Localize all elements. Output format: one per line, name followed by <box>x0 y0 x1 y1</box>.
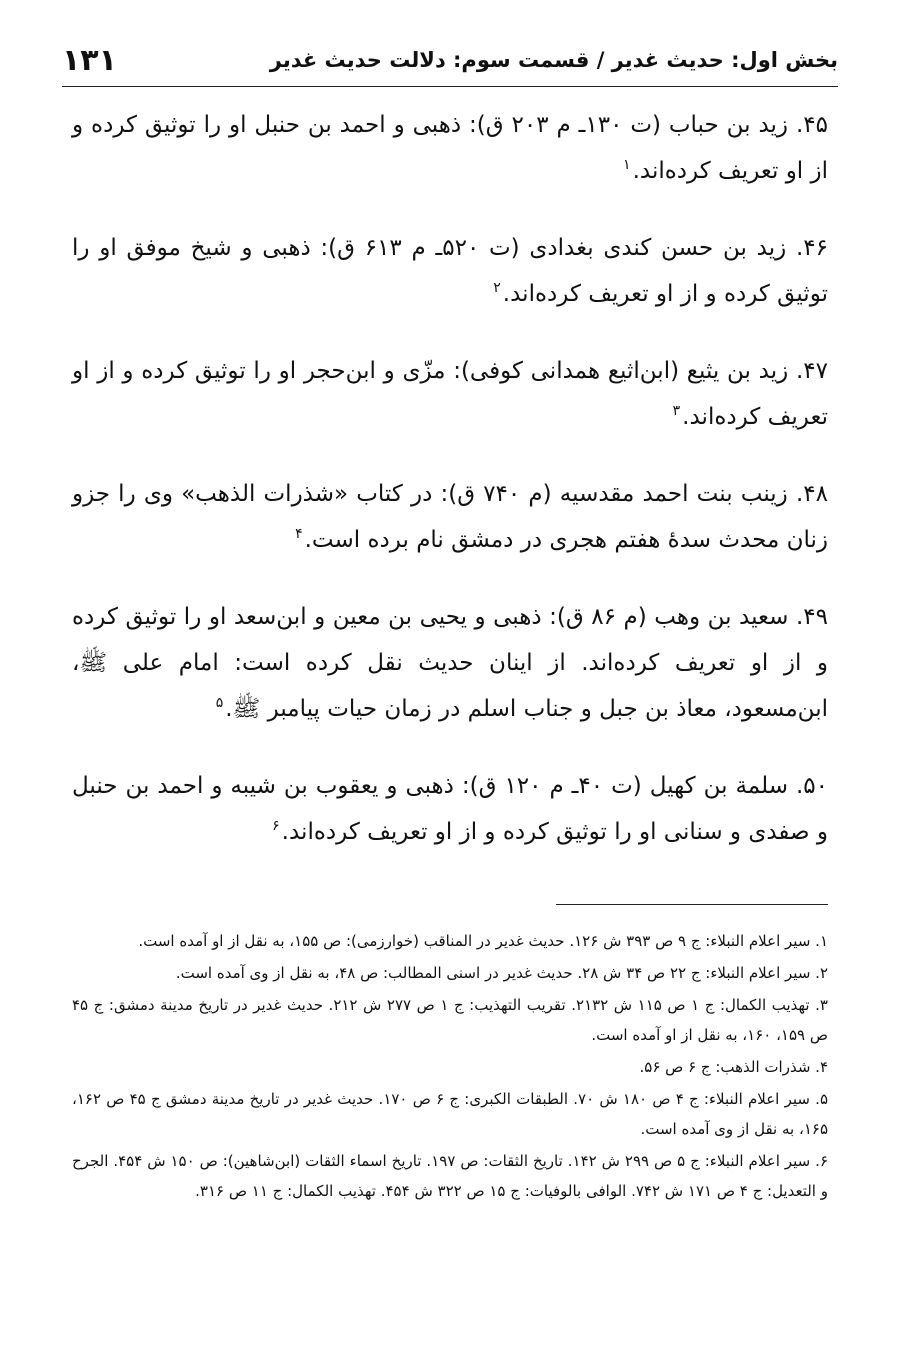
entry-45 <box>72 102 828 194</box>
entry-46 <box>72 225 828 317</box>
page-header <box>62 36 838 84</box>
footnote-marker: ۳ <box>672 403 681 420</box>
footnote-marker: ۴ <box>295 526 303 543</box>
entry-50 <box>72 763 828 855</box>
footnotes-list <box>72 926 828 1208</box>
footnote-5: ۵. سیر اعلام النبلاء: ج ۴ ص ۱۸۰ ش ۷۰. الطبقات الکبری: ج ۶ ص ۱۷۰. حدیث غدیر در تاریخ مدینة دمشق ج ۴۵ ص ۱۶۲، ۱۶۵، به نقل از وی آمده است. <box>72 1090 829 1138</box>
footnote-separator <box>556 904 828 905</box>
footnote-marker: ۱ <box>623 157 631 174</box>
entries-list <box>72 102 828 886</box>
entry-47 <box>72 348 828 440</box>
header-rule <box>62 86 838 87</box>
entry-text: ۴۵. زید بن حباب (ت ۱۳۰ـ م ۲۰۳ ق): ذهبی و احمد بن حنبل او را توثیق کرده و از او تعریف کرده‌اند. <box>72 112 828 184</box>
page-number: ۱۳۱ <box>62 42 117 78</box>
entry-text: ۴۷. زید بن یثیع (ابن‌اثیع همدانی کوفی): مزّی و ابن‌حجر او را توثیق کرده و از او تعریف کرده‌اند. <box>72 358 828 430</box>
footnote-marker: ۶ <box>272 818 280 835</box>
entry-text: ۴۹. سعید بن وهب (م ۸۶ ق): ذهبی و یحیی بن معین و ابن‌سعد او را توثیق کرده و از او تعریف کرده‌اند. از اینان حدیث نقل کرده است: امام علی ﷺ، ابن‌مسعود، معاذ بن جبل و جناب اسلم در زمان حیات پیامبر ﷺ. <box>72 604 828 722</box>
footnote-marker: ۵ <box>215 695 224 712</box>
footnote-1: ۱. سیر اعلام النبلاء: ج ۹ ص ۳۹۳ ش ۱۲۶. حدیث غدیر در المناقب (خوارزمی): ص ۱۵۵، به نقل از او آمده است. <box>138 932 828 950</box>
footnote-6: ۶. سیر اعلام النبلاء: ج ۵ ص ۲۹۹ ش ۱۴۲. تاریخ الثقات: ص ۱۹۷. تاریخ اسماء الثقات (ابن‌شاهین): ص ۱۵۰ ش ۴۵۴. الجرح و التعدیل: ج ۴ ص ۱۷۱ ش ۷۴۲. الوافی بالوفیات: ج ۱۵ ص ۳۲۲ ش ۴۵۴. تهذیب الکمال: ج ۱۱ ص ۳۱۶. <box>72 1152 828 1200</box>
footnote-marker: ۲ <box>493 280 501 297</box>
entry-48 <box>72 471 828 563</box>
entry-text: ۵۰. سلمة بن کهیل (ت ۴۰ـ م ۱۲۰ ق): ذهبی و یعقوب بن شیبه و احمد بن حنبل و صفدی و سنانی او را توثیق کرده و از او تعریف کرده‌اند. <box>72 773 828 845</box>
footnote-2: ۲. سیر اعلام النبلاء: ج ۲۲ ص ۳۴ ش ۲۸. حدیث غدیر در اسنی المطالب: ص ۴۸، به نقل از وی آمده است. <box>175 964 828 982</box>
entry-text: ۴۸. زینب بنت احمد مقدسیه (م ۷۴۰ ق): در کتاب «شذرات الذهب» وی را جزو زنان محدث سدهٔ هفتم هجری در دمشق نام برده است. <box>72 481 828 553</box>
entry-49 <box>72 594 828 732</box>
entry-text: ۴۶. زید بن حسن کندی بغدادی (ت ۵۲۰ـ م ۶۱۳ ق): ذهبی و شیخ موفق او را توثیق کرده و از او تعریف کرده‌اند. <box>72 235 828 307</box>
running-head: بخش اول: حدیث غدیر / قسمت سوم: دلالت حدیث غدیر <box>269 48 838 72</box>
footnote-4: ۴. شذرات الذهب: ج ۶ ص ۵۶. <box>639 1058 828 1076</box>
footnote-3: ۳. تهذیب الکمال: ج ۱ ص ۱۱۵ ش ۲۱۳۲. تقریب التهذیب: ج ۱ ص ۲۷۷ ش ۲۱۲. حدیث غدیر در تاریخ مدینة دمشق: ج ۴۵ ص ۱۵۹، ۱۶۰، به نقل از او آمده است. <box>72 996 828 1044</box>
